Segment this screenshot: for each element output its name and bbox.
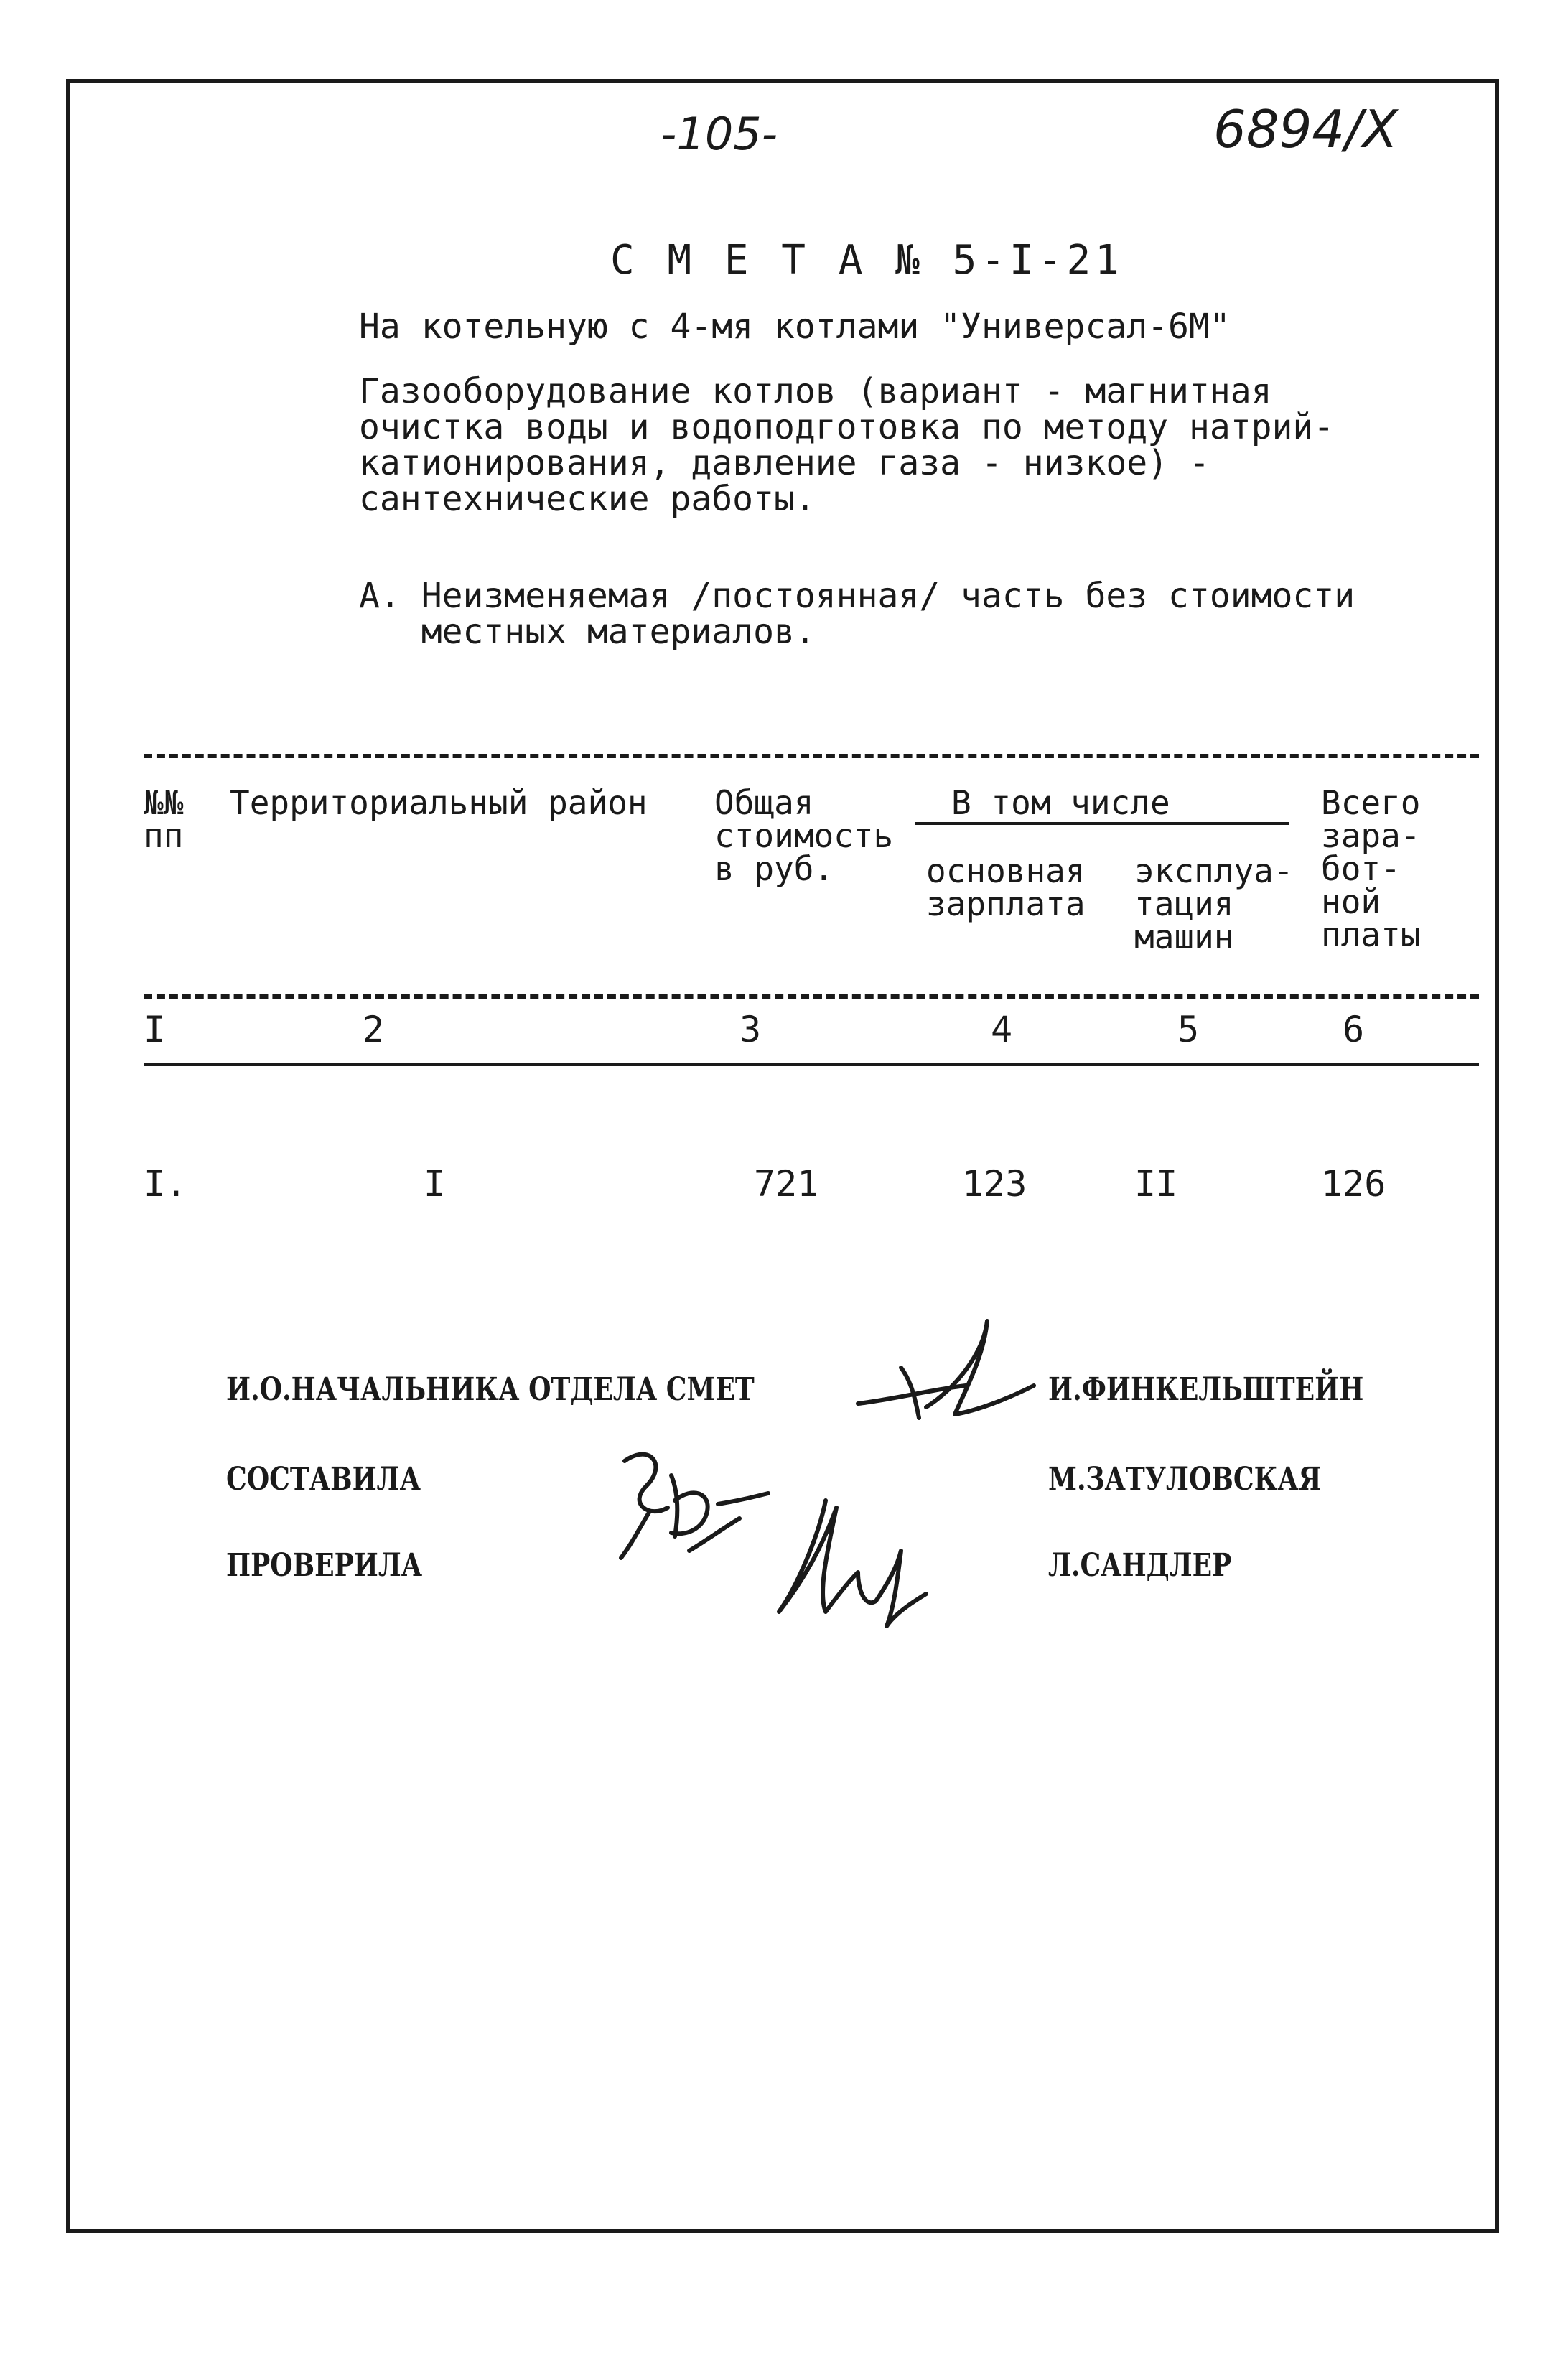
column-number-1: I (144, 1009, 166, 1050)
header-row-number: №№ пп (144, 783, 184, 855)
column-number-2: 2 (363, 1009, 385, 1050)
work-description: Газооборудование котлов (вариант - магнитная очистка воды и водоподготовка по методу натрий- катионирования, давление газа - низкое) - сантехнические работы. (359, 371, 1335, 519)
document-code: 6894/X (1213, 99, 1398, 159)
signature-role-checked: ПРОВЕРИЛА (226, 1547, 423, 1584)
column-number-4: 4 (991, 1009, 1013, 1050)
header-machine-operation: эксплуа- тация машин (1134, 851, 1294, 956)
column-number-5: 5 (1177, 1009, 1200, 1050)
header-base-salary: основная зарплата (926, 851, 1086, 923)
table-top-dashed-rule (144, 754, 1479, 758)
signature-role-compiled: СОСТАВИЛА (226, 1461, 421, 1498)
header-district: Территориальный район (230, 783, 648, 822)
cell-machine-operation: II (1134, 1163, 1178, 1205)
header-bottom-dashed-rule (144, 994, 1479, 999)
header-group-including: В том числе (951, 783, 1170, 822)
cell-total-wages: 126 (1321, 1163, 1386, 1205)
header-total-wages: Всего зара- бот- ной платы (1321, 783, 1421, 954)
page-number: -105- (661, 108, 778, 160)
signature-name-head: И.ФИНКЕЛЬШТЕЙН (1048, 1371, 1364, 1408)
signature-name-compiled: М.ЗАТУЛОВСКАЯ (1048, 1461, 1322, 1498)
cell-total-cost: 721 (754, 1163, 819, 1205)
signature-name-checked: Л.САНДЛЕР (1048, 1547, 1232, 1584)
column-numbers-rule (144, 1063, 1479, 1066)
section-title: А. Неизменяемая /постоянная/ часть без стоимости местных материалов. (359, 576, 1355, 652)
group-underline (915, 822, 1289, 825)
column-number-6: 6 (1343, 1009, 1365, 1050)
document-title: С М Е Т А № 5-I-21 (610, 237, 1124, 284)
cell-district: I (424, 1163, 446, 1205)
column-number-3: 3 (739, 1009, 762, 1050)
cell-base-salary: 123 (962, 1163, 1027, 1205)
signature-role-head: И.О.НАЧАЛЬНИКА ОТДЕЛА СМЕТ (226, 1371, 755, 1408)
header-total-cost: Общая стоимость в руб. (714, 783, 894, 888)
document-subtitle: На котельную с 4-мя котлами "Универсал-6М" (359, 307, 1231, 347)
cell-row-number: I. (144, 1163, 187, 1205)
